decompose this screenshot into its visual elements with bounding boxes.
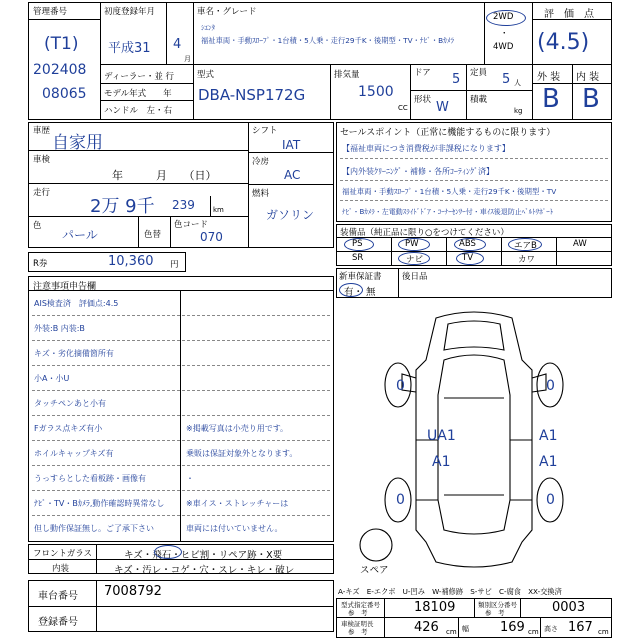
interior-value: キズ・汚レ・コゲ・穴・スレ・キレ・破レ [114, 565, 295, 576]
door-value: 5 [452, 72, 461, 87]
height-value: 167 [568, 620, 593, 635]
note-divider [32, 465, 330, 466]
note-left: 外装:B 内装:B [34, 324, 85, 333]
warranty-label: 新車保証書 [339, 272, 382, 282]
note-right: 乗販は保証対象外となります。 [186, 449, 298, 458]
damage-mark-front-left-wheel: 0 [396, 378, 405, 394]
color-label: 色 [33, 221, 42, 231]
warranty-value: 有・ 無 [344, 287, 376, 298]
damage-mark-right-rear-door: A1 [539, 454, 558, 470]
damage-mark-rear-right-wheel: 0 [546, 492, 555, 508]
ext-grade: B [542, 84, 560, 114]
equip-item: ナビ [406, 255, 424, 265]
name-grade: 福祉車両・手動ｽﾛｰﾌﾟ・1台積・5人乗・走行29千K・後期型・TV・ﾅﾋﾞ・Bｶﾒﾗ [201, 36, 455, 45]
recycle-label: R券 [33, 259, 48, 269]
spare-label: スペア [360, 565, 389, 576]
color-change-label: 色替 [144, 230, 162, 240]
note-divider [32, 415, 330, 416]
fuel-label: 燃料 [252, 189, 270, 199]
mgmt-label: 管理番号 [33, 7, 68, 17]
damage-mark-left-front-door: UA1 [427, 428, 456, 444]
int-label: 内 装 [576, 72, 600, 83]
mgmt-code: (T1) [44, 34, 79, 54]
usage-value: 自家用 [52, 133, 103, 153]
front-glass-value: キズ・飛石・ヒビ割・リペア跡・X要 [124, 550, 283, 561]
shift-value: IAT [282, 138, 301, 152]
name-label: 車名・グレード [197, 7, 257, 17]
recycle-value: 10,360 [108, 254, 154, 269]
model-code-sub: 参 考 [348, 609, 368, 617]
length-value: 426 [414, 620, 439, 635]
note-right: ※車イス・ストレッチャーは [186, 499, 289, 508]
score-value: (4.5) [537, 30, 590, 55]
height-unit: cm [598, 628, 609, 636]
note-divider [32, 315, 330, 316]
mgmt-num1: 202408 [33, 62, 87, 78]
chip-circle [154, 545, 182, 559]
car-diagram [336, 300, 612, 585]
equip-item: ABS [459, 239, 476, 249]
equipment-title: 装備品（純正品に限り○をつけてください） [340, 228, 509, 238]
note-left: ホイルキャップキズ有 [34, 449, 114, 458]
note-right: ・ [186, 474, 194, 483]
length-sub: 参 考 [348, 628, 368, 636]
equip-item: カワ [518, 255, 536, 265]
disp-label: 排気量 [334, 70, 360, 80]
mileage-value: 2万 9千 [90, 196, 155, 217]
note-divider [32, 490, 330, 491]
equip-item: エアB [514, 241, 537, 251]
score-label: 評 価 点 [544, 9, 594, 20]
color-code: 070 [200, 230, 223, 244]
model-code: 18109 [414, 600, 456, 615]
type-label: 型式 [197, 70, 215, 80]
reg-month-unit: 月 [184, 55, 191, 63]
color-code-label: 色コード [174, 220, 209, 230]
sales-line: 【内外装ｸﾘｰﾆﾝｸﾞ・補修・各所ｺｰﾃｨﾝｸﾞ済】 [342, 167, 494, 176]
note-divider [32, 390, 330, 391]
ext-label: 外 装 [537, 72, 561, 83]
mileage-unit: km [213, 206, 224, 214]
later-label: 後日品 [402, 272, 428, 282]
type-value: DBA-NSP172G [198, 86, 306, 104]
length-unit: cm [446, 628, 457, 636]
note-divider [32, 515, 330, 516]
mileage-label: 走行 [33, 188, 51, 198]
note-left: 小A・小U [34, 374, 70, 383]
mgmt-num2: 08065 [42, 86, 87, 102]
damage-mark-rear-left-wheel: 0 [396, 492, 405, 508]
note-left: キズ・劣化摘備箇所有 [34, 349, 114, 358]
equip-item: TV [462, 253, 474, 263]
model-code-label: 型式指定番号 [341, 601, 380, 609]
sales-line: ﾅﾋﾞ・Bｶﾒﾗ・左電動ｽﾗｲﾄﾞﾄﾞｱ・ｺｰﾅｰｾﾝｻｰ付・車ｲｽ後退防止ﾍﾞﾙﾄｻﾎﾟｰﾄ [342, 208, 554, 216]
height-label: 高さ [544, 625, 558, 633]
recycle-unit: 円 [170, 260, 179, 270]
inspect-label: 車検 [33, 155, 51, 165]
model-year-label: モデル年式 年 [104, 89, 172, 99]
chassis-value: 7008792 [104, 584, 162, 599]
note-left: ﾅﾋﾞ・TV・Bｶﾒﾗ,動作確認時異常なし [34, 499, 165, 508]
registration-label: 登録番号 [38, 617, 78, 628]
cap-unit: 人 [514, 79, 521, 87]
note-divider [32, 365, 330, 366]
shape-label: 形状 [414, 95, 432, 105]
notes-title: 注意事項申告欄 [33, 282, 97, 292]
shape-value: W [436, 100, 449, 115]
sales-line: 【福祉車両につき消費税が非課税になります】 [342, 144, 510, 153]
fuel-value: ガソリン [266, 208, 315, 222]
mileage-sub: 239 [172, 198, 195, 212]
note-right: 車両には付いていません。 [186, 524, 283, 533]
equip-item: SR [352, 253, 364, 263]
note-left: AIS検査済 評価点:4.5 [34, 299, 119, 308]
damage-mark-left-rear-door: A1 [432, 454, 451, 470]
door-label: ドア [414, 68, 431, 78]
load-unit: kg [514, 107, 523, 115]
chassis-label: 車台番号 [38, 591, 78, 602]
class-label: 類別区分番号 [478, 601, 517, 609]
disp-value: 1500 [358, 84, 394, 100]
shift-label: シフト [252, 126, 278, 136]
equip-item: PS [352, 239, 363, 249]
note-right: ※掲載写真は小売り用です。 [186, 424, 289, 433]
cap-value: 5 [502, 72, 511, 87]
int-grade: B [582, 84, 600, 114]
ac-label: 冷房 [252, 157, 270, 167]
dealer-label: ディーラー・並 行 [104, 72, 175, 82]
damage-legend: A-キズ E-エクボ U-凹み W-補修跡 S-サビ C-腐食 XX-交換済 [338, 587, 562, 596]
class-value: 0003 [552, 600, 586, 615]
usage-label: 車歴 [33, 126, 51, 136]
note-left: うっすらとした看板跡・画像有 [34, 474, 146, 483]
sales-title: セールスポイント（正常に機能するものに限ります） [340, 128, 556, 138]
note-divider [32, 340, 330, 341]
name-maker: ｼｴﾝﾀ [201, 24, 215, 32]
handle-label: ハンドル 左・右 [104, 106, 173, 116]
width-value: 169 [500, 620, 525, 635]
note-divider [32, 440, 330, 441]
sales-line: 福祉車両・手動ｽﾛｰﾌﾟ・1台積・5人乗・走行29千K・後期型・TV [342, 187, 557, 196]
cap-label: 定員 [470, 68, 488, 78]
interior-label: 内装 [52, 564, 70, 574]
width-label: 幅 [462, 625, 469, 633]
equip-item: PW [405, 239, 419, 249]
note-left: タッチペンあと小有 [34, 399, 106, 408]
length-label: 車検証明長 [341, 620, 374, 628]
equip-item: AW [573, 239, 587, 249]
class-sub: 参 考 [485, 609, 505, 617]
damage-mark-right-front-door: A1 [539, 428, 558, 444]
color-value: パール [62, 228, 98, 242]
disp-unit: CC [398, 104, 408, 112]
width-unit: cm [528, 628, 539, 636]
reg-era: 平成31 [108, 41, 151, 56]
reg-month: 4 [173, 37, 182, 52]
inspect-value: 年 月 （日） [112, 169, 217, 182]
reg-label: 初度登録年月 [104, 7, 156, 17]
drive-4wd: 4WD [493, 42, 514, 52]
front-glass-label: フロントガラス [33, 549, 92, 559]
damage-mark-front-right-wheel: 0 [546, 378, 555, 394]
load-label: 積載 [470, 95, 488, 105]
note-left: 但し動作保証無し。ご了承下さい [34, 524, 154, 533]
recycle-frame [28, 252, 186, 272]
ac-value: AC [284, 168, 301, 182]
drive-2wd: 2WD [493, 12, 514, 22]
note-left: Fガラス点キズ有小 [34, 424, 103, 433]
drive-dot: ・ [500, 29, 509, 39]
